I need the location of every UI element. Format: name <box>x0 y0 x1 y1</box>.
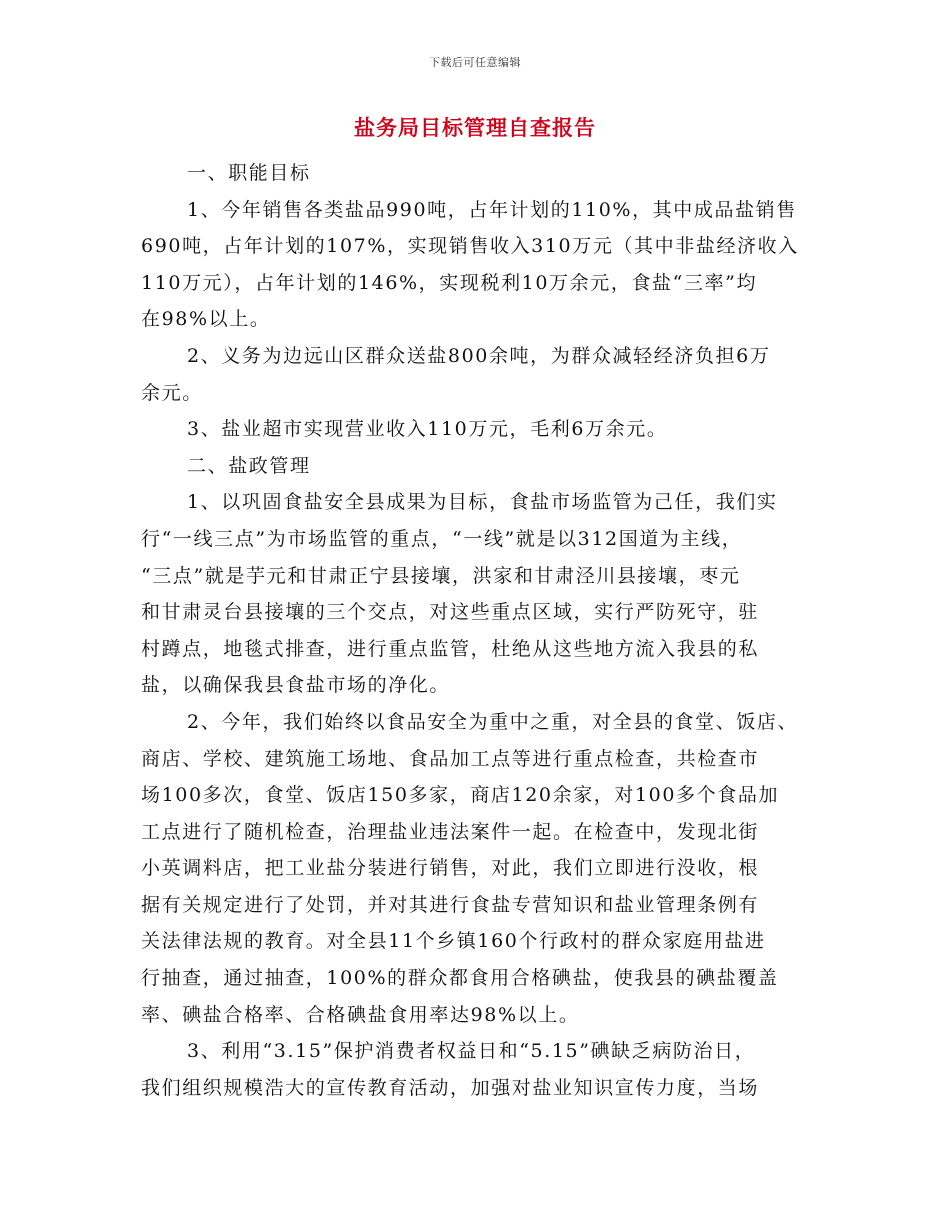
page-header-note: 下载后可任意编辑 <box>429 56 521 69</box>
text-line: 和甘肃灵台县接壤的三个交点，对这些重点区域，实行严防死守，驻 <box>141 601 760 624</box>
text-line: 村蹲点，地毯式排查，进行重点监管，杜绝从这些地方流入我县的私 <box>141 637 760 660</box>
text-line: 2、今年，我们始终以食品安全为重中之重，对全县的食堂、饭店、 <box>187 710 799 733</box>
text-line: 3、利用“3.15”保护消费者权益日和“5.15”碘缺乏病防治日， <box>187 1040 756 1063</box>
document-title: 盐务局目标管理自查报告 <box>354 115 596 140</box>
text-line: 1、以巩固食盐安全县成果为目标，食盐市场监管为己任，我们实 <box>187 491 778 514</box>
text-line: 商店、学校、建筑施工场地、食品加工点等进行重点检查，共检查市 <box>141 747 760 770</box>
text-line: 盐，以确保我县食盐市场的净化。 <box>141 674 451 697</box>
document-body <box>141 155 831 1106</box>
text-line: 工点进行了随机检查，治理盐业违法案件一起。在检查中，发现北街 <box>141 820 760 843</box>
text-line: 率、碘盐合格率、合格碘盐食用率达98%以上。 <box>141 1003 580 1026</box>
text-line: 1、今年销售各类盐品990吨，占年计划的110%，其中成品盐销售 <box>187 198 797 221</box>
text-line: 小英调料店，把工业盐分装进行销售，对此，我们立即进行没收，根 <box>141 857 760 880</box>
text-line: 我们组织规模浩大的宣传教育活动，加强对盐业知识宣传力度，当场 <box>141 1076 760 1099</box>
text-line: 行抽查，通过抽查，100%的群众都食用合格碘盐，使我县的碘盐覆盖 <box>141 967 779 990</box>
text-line: “三点”就是芋元和甘肃正宁县接壤，洪家和甘肃泾川县接壤，枣元 <box>141 564 741 587</box>
text-line: 在98%以上。 <box>141 308 271 331</box>
text-line: 3、盐业超市实现营业收入110万元，毛利6万余元。 <box>187 418 668 441</box>
text-line: 余元。 <box>141 381 203 404</box>
text-line: 690吨，占年计划的107%，实现销售收入310万元（其中非盐经济收入 <box>141 235 799 258</box>
text-line: 110万元），占年计划的146%，实现税利10万余元，食盐“三率”均 <box>141 271 758 294</box>
text-line: 行“一线三点”为市场监管的重点，“一线”就是以312国道为主线， <box>141 527 743 550</box>
text-line: 场100多次，食堂、饭店150多家，商店120余家，对100多个食品加 <box>141 784 780 807</box>
text-line: 二、盐政管理 <box>187 454 311 477</box>
text-line: 2、义务为边远山区群众送盐800余吨，为群众减轻经济负担6万 <box>187 344 771 367</box>
text-line: 一、职能目标 <box>187 162 311 184</box>
text-line: 据有关规定进行了处罚，并对其进行食盐专营知识和盐业管理条例有 <box>141 893 760 916</box>
text-line: 关法律法规的教育。对全县11个乡镇160个行政村的群众家庭用盐进 <box>141 930 766 953</box>
